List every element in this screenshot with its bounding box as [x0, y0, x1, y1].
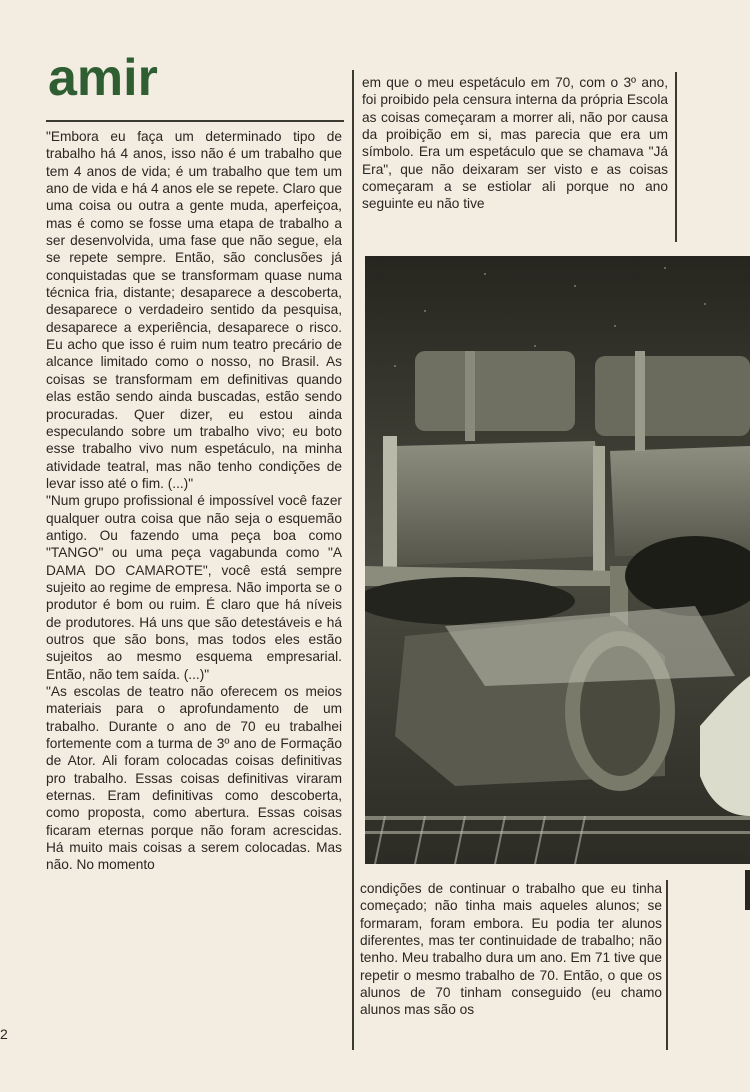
- right-bottom-text-column: [360, 880, 662, 1019]
- paragraph: em que o meu espetáculo em 70, com o 3º ano, foi proibido pela censura interna da própria Escola as coisas começaram a morrer ali, não por causa da proibição em si, mas parecia que era um símbolo. Era um espetáculo que se chamava "Já Era", que não deixaram ser visto e as coisas começaram a se estiolar ali porque no ano seguinte eu não tive: [362, 75, 668, 212]
- paragraph: "As escolas de teatro não oferecem os meios materiais para o aprofundamento de um trabalho. Durante o ano de 70 eu trabalhei fortemente com a turma de 3º ano de Formação de Ator. Ali foram colocadas coisas definitivas pro trabalho. Essas coisas definitivas viraram eternas. Eram definitivas como descoberta, como proposta, como abertura. Essas coisas ficaram eternas porque não foram acrescidas. Há muito mais coisas a serem colocadas. Mas não. No momento: [46, 684, 342, 873]
- column-side-rule: [675, 72, 677, 242]
- right-top-text-column: [362, 74, 668, 213]
- theater-seats-photo: [365, 256, 750, 864]
- column-side-rule: [352, 1030, 354, 1050]
- page-edge-mark: [745, 870, 750, 910]
- page-number: 2: [0, 1026, 8, 1042]
- article-title: amir: [48, 49, 158, 107]
- left-text-column: [46, 128, 342, 874]
- paragraph: "Num grupo profissional é impossível você fazer qualquer outra coisa que não seja o esquemão antigo. Ou fazendo uma peça boa como "TANGO" ou uma peça vagabunda como "A DAMA DO CAMAROTE", você está sempre sujeito ao regime de empresa. Não importa se o produtor é bom ou ruim. É claro que há níveis de produtores. Há uns que são detestáveis e há outros que são bons, mas todos eles estão sujeitos ao mesmo esquema empresarial. Então, não tem saída. (...)": [46, 493, 342, 682]
- column-divider: [352, 70, 354, 1050]
- column-side-rule: [666, 880, 668, 1050]
- paragraph: "Embora eu faça um determinado tipo de trabalho há 4 anos, isso não é um trabalho que tem 4 anos de vida; é um trabalho que tem um ano de vida e há 4 anos ele se repete. Claro que uma coisa ou outra a gente muda, aperfeiçoa, mas é como se fosse uma etapa de trabalho a ser desenvolvida, uma fase que não segue, ela se repete sempre. Então, são conclusões já conquistadas que se transformam quase numa técnica fria, distante; desaparece a descoberta, desaparece o verdadeiro sentido da pesquisa, desaparece a experiência, desaparece o risco. Eu acho que isso é ruim num teatro precário de alcance limitado como o nosso, no Brasil. As coisas se transformam em definitivas quando elas estão sendo ainda buscadas, estão sendo procuradas. Quer dizer, eu estou ainda especulando sobre um trabalho vivo; eu boto esse trabalho vivo num espetáculo, na minha atividade teatral, mas não tenho condições de levar isso até o fim. (...)": [46, 129, 343, 491]
- paragraph: condições de continuar o trabalho que eu tinha começado; não tinha mais aqueles alunos; se formaram, foram embora. Eu podia ter alunos diferentes, mas ter continuidade de trabalho; não tenho. Meu trabalho dura um ano. Em 71 tive que repetir o mesmo trabalho de 70. Então, o que os alunos de 70 tinham conseguido (eu chamo alunos mas são os: [360, 881, 662, 1018]
- title-divider: [46, 120, 344, 122]
